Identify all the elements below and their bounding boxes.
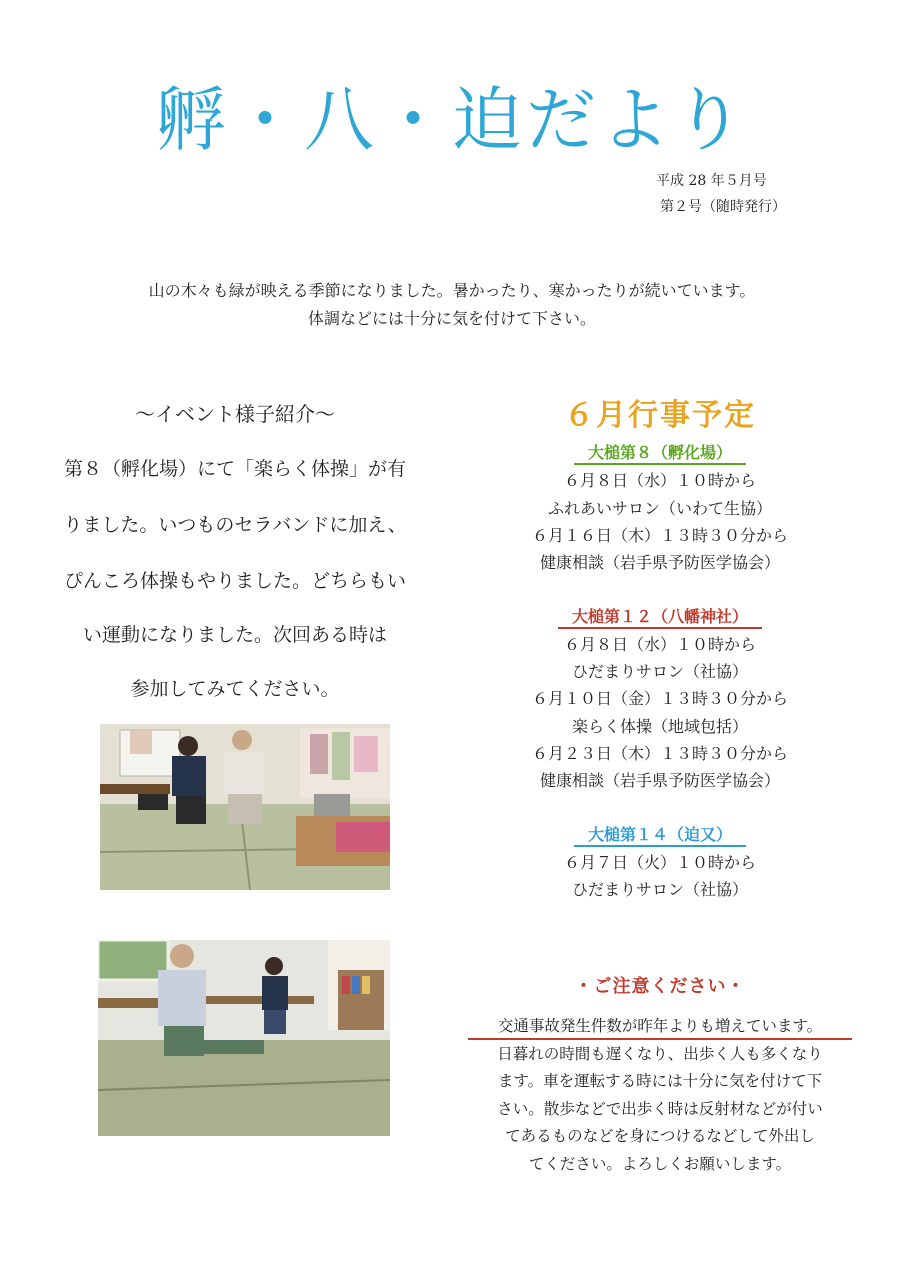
location-heading	[460, 440, 860, 463]
schedule-line: ６月７日（火）１０時から	[563, 853, 756, 872]
issue-date: 平成 28 年５月号	[656, 173, 767, 189]
event-photo-1	[100, 724, 390, 890]
schedule-line: ふれあいサロン（いわて生協）	[547, 499, 772, 518]
notice-line: てください。よろしくお願いします。	[528, 1155, 792, 1173]
location-heading	[460, 604, 860, 627]
notice-line: さい。散歩などで出歩く時は反射材などが付い	[497, 1100, 823, 1118]
schedule-line: ６月１０日（金）１３時３０分から	[531, 689, 788, 708]
schedule-line: 楽らく体操（地域包括）	[571, 717, 748, 736]
newsletter-title: 孵・八・迫だより	[156, 79, 748, 161]
schedule-line: 健康相談（岩手県予防医学協会）	[539, 771, 780, 790]
event-report-line: ぴんころ体操もやりました。どちらもい	[63, 570, 406, 592]
notice-line: 日暮れの時間も遅くなり、出歩く人も多くなり	[497, 1045, 823, 1063]
notice-line: 交通事故発生件数が昨年よりも増えています。	[468, 1014, 852, 1040]
event-report-line: 第８（孵化場）にて「楽らく体操」が有	[63, 458, 406, 480]
photo-illustration	[98, 940, 390, 1136]
location-heading	[460, 822, 860, 845]
event-report-heading: 〜イベント様子紹介〜	[135, 402, 335, 426]
notice-heading: ・ご注意ください・	[574, 976, 746, 997]
greeting-line: 体調などには十分に気を付けて下さい。	[307, 309, 596, 328]
issue-number: 第２号（随時発行）	[660, 199, 786, 215]
photo-illustration	[100, 724, 390, 890]
schedule-line: ６月８日（水）１０時から	[563, 635, 756, 654]
event-report-line: 参加してみてください。	[130, 678, 340, 700]
schedule-heading: ６月行事予定	[564, 398, 756, 433]
event-photo-2	[98, 940, 390, 1136]
schedule-line: 健康相談（岩手県予防医学協会）	[539, 553, 780, 572]
notice-line: てあるものなどを身につけるなどして外出し	[505, 1127, 815, 1145]
event-report-line: い運動になりました。次回ある時は	[82, 624, 387, 646]
location-name: 大槌第１２（八幡神社）	[558, 607, 762, 629]
schedule-line: ひだまりサロン（社協）	[571, 880, 748, 899]
schedule-line: ６月８日（水）１０時から	[563, 471, 756, 490]
greeting-line: 山の木々も緑が映える季節になりました。暑かったり、寒かったりが続いています。	[148, 281, 756, 300]
location-name: 大槌第１４（迫又）	[574, 825, 746, 847]
location-name: 大槌第８（孵化場）	[574, 443, 746, 465]
event-report-line: りました。いつものセラバンドに加え、	[63, 514, 407, 536]
notice-line: ます。車を運転する時には十分に気を付けて下	[497, 1072, 823, 1090]
schedule-line: ６月１６日（木）１３時３０分から	[531, 526, 788, 545]
schedule-line: ６月２３日（木）１３時３０分から	[531, 744, 788, 763]
schedule-line: ひだまりサロン（社協）	[571, 662, 748, 681]
